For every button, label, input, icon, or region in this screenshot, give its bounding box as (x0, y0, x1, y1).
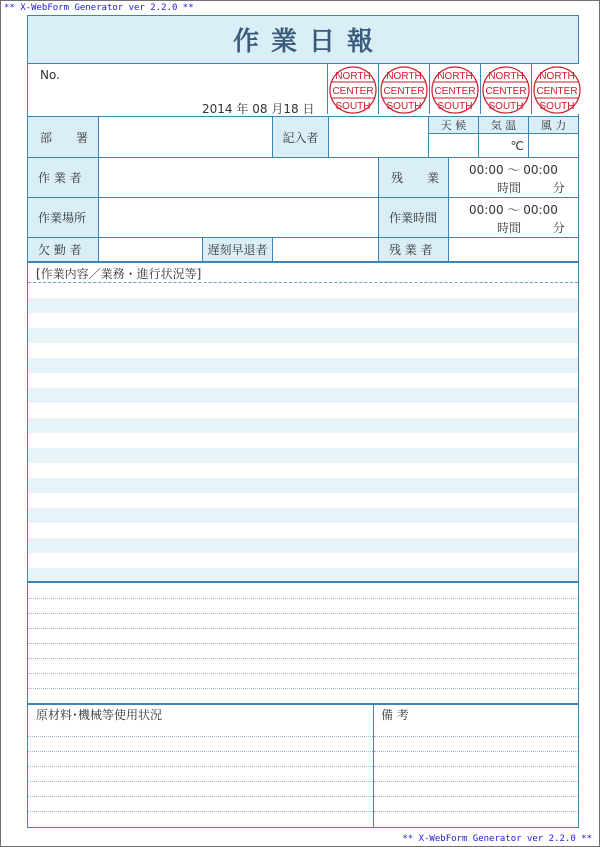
notes-field[interactable] (28, 583, 578, 703)
stamp-bottom-text: SOUTH (437, 101, 473, 112)
date-year: 2014 (202, 102, 233, 116)
report-date (202, 100, 314, 117)
work-time-hours-unit: 時間 (497, 221, 522, 235)
note-line (28, 751, 373, 752)
stamp-top-text: NORTH (335, 71, 371, 82)
approval-stamp[interactable] (531, 64, 582, 114)
work-place-label: 作業場所 (28, 198, 98, 237)
overtime-range (469, 161, 558, 178)
note-line (28, 688, 578, 689)
generator-label-top: ** X-WebForm Generator ver 2.2.0 ** (4, 3, 194, 13)
stamp-middle-text: CENTER (536, 86, 578, 97)
overtime-person-label: 残 業 者 (378, 238, 448, 261)
note-line (28, 613, 578, 614)
note-line (28, 796, 373, 797)
overtime-minutes-unit: 分 (552, 181, 565, 195)
stamp-top-text: NORTH (386, 71, 422, 82)
report-number-label: No. (40, 68, 60, 82)
work-place-field[interactable] (98, 198, 378, 237)
form-title: 作業日報 (28, 16, 578, 64)
temperature-label: 気 温 (478, 117, 528, 133)
department-label: 部 署 (28, 117, 98, 157)
divider (28, 703, 578, 705)
overtime-person-field[interactable] (448, 238, 578, 261)
approval-stamp[interactable] (429, 64, 480, 114)
weather-label: 天 候 (428, 117, 478, 133)
stamp-bottom-text: SOUTH (539, 101, 575, 112)
overtime-to: 00:00 (523, 163, 558, 177)
temperature-field[interactable] (478, 134, 528, 157)
daily-report-form (27, 15, 579, 828)
absent-label: 欠 勤 者 (28, 238, 98, 261)
approval-stamp[interactable] (327, 64, 378, 114)
date-month: 08 (252, 102, 268, 116)
note-line (28, 643, 578, 644)
note-line (28, 766, 373, 767)
remarks-field[interactable] (374, 721, 578, 826)
note-line (28, 811, 373, 812)
note-line (374, 766, 578, 767)
approval-stamps (327, 64, 578, 116)
overtime-from: 00:00 (469, 163, 504, 177)
stamp-top-text: NORTH (539, 71, 575, 82)
note-line (374, 736, 578, 737)
work-time-duration (497, 219, 565, 236)
department-field[interactable] (98, 117, 272, 157)
work-time-range (469, 201, 558, 218)
work-content-field[interactable] (28, 283, 578, 581)
overtime-sep: ～ (507, 163, 520, 177)
late-early-label: 遅刻早退者 (202, 238, 272, 261)
recorder-label: 記入者 (272, 117, 328, 157)
approval-stamp[interactable] (480, 64, 531, 114)
note-line (28, 736, 373, 737)
overtime-hours-unit: 時間 (497, 181, 522, 195)
work-time-field[interactable] (448, 198, 578, 237)
work-content-label: [作業内容／業務・進行状況等] (36, 267, 202, 281)
stamp-top-text: NORTH (488, 71, 524, 82)
materials-label: 原材料･機械等使用状況 (36, 708, 163, 722)
note-line (374, 751, 578, 752)
wind-field[interactable] (528, 134, 578, 157)
note-line (28, 628, 578, 629)
stamp-top-text: NORTH (437, 71, 473, 82)
stamp-bottom-text: SOUTH (335, 101, 371, 112)
stamp-middle-text: CENTER (383, 86, 425, 97)
work-time-to: 00:00 (523, 203, 558, 217)
stamp-bottom-text: SOUTH (386, 101, 422, 112)
materials-field[interactable] (28, 721, 373, 826)
absent-field[interactable] (98, 238, 202, 261)
date-year-suffix: 年 (236, 102, 249, 116)
stamp-middle-text: CENTER (434, 86, 476, 97)
celsius-unit: ℃ (510, 138, 524, 153)
work-time-sep: ～ (507, 203, 520, 217)
weather-field[interactable] (428, 134, 478, 157)
approval-stamp[interactable] (378, 64, 429, 114)
remarks-label: 備 考 (381, 708, 409, 722)
note-line (374, 796, 578, 797)
overtime-field[interactable] (448, 158, 578, 197)
recorder-field[interactable] (328, 117, 428, 157)
work-time-from: 00:00 (469, 203, 504, 217)
overtime-label: 残 業 (378, 158, 448, 197)
note-line (374, 811, 578, 812)
generator-label-bottom: ** X-WebForm Generator ver 2.2.0 ** (402, 834, 592, 844)
wind-label: 風 力 (528, 117, 578, 133)
divider (28, 261, 578, 263)
note-line (28, 781, 373, 782)
worker-label: 作 業 者 (28, 158, 98, 197)
late-early-field[interactable] (272, 238, 378, 261)
stamp-bottom-text: SOUTH (488, 101, 524, 112)
work-time-minutes-unit: 分 (552, 221, 565, 235)
work-time-label: 作業時間 (378, 198, 448, 237)
overtime-duration (497, 179, 565, 196)
note-line (28, 673, 578, 674)
note-line (28, 598, 578, 599)
date-day-suffix: 日 (302, 102, 315, 116)
date-month-suffix: 月 (271, 102, 284, 116)
worker-field[interactable] (98, 158, 378, 197)
stamp-middle-text: CENTER (485, 86, 527, 97)
stamp-middle-text: CENTER (332, 86, 374, 97)
note-line (374, 781, 578, 782)
date-day: 18 (283, 102, 299, 116)
note-line (28, 658, 578, 659)
